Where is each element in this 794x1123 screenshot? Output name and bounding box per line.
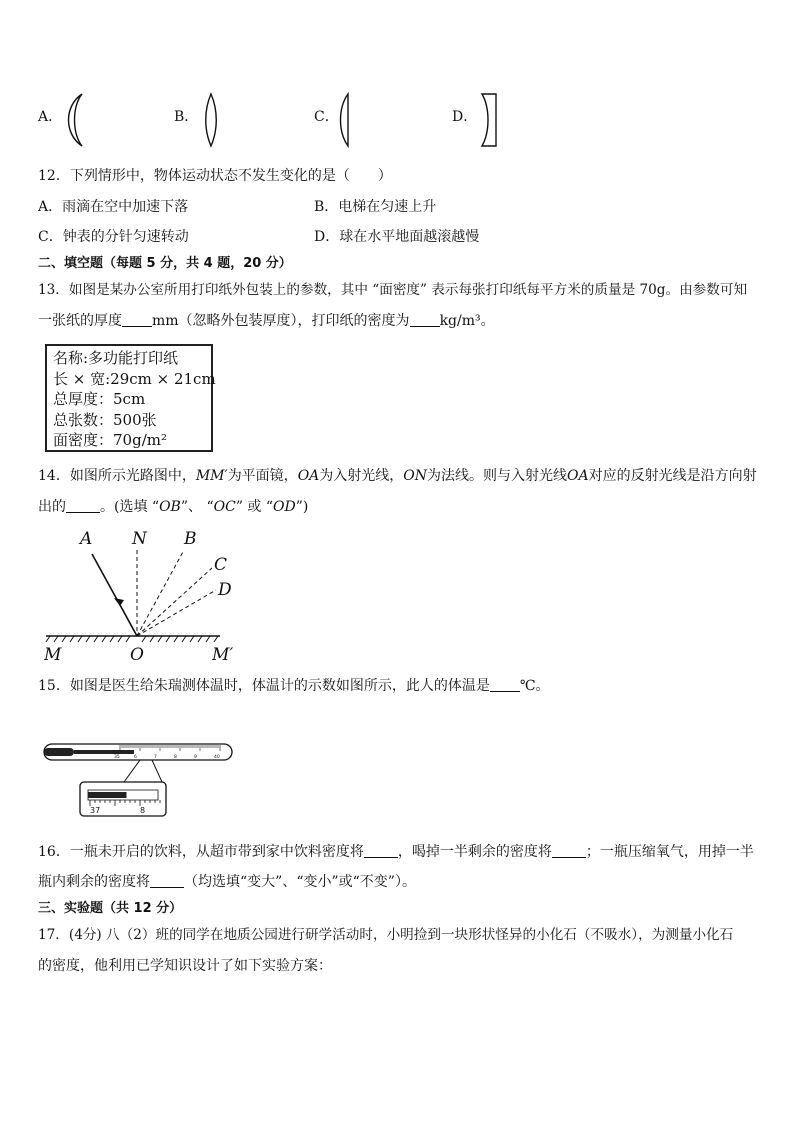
option-b-letter: B． xyxy=(174,109,199,125)
q16-text-e: （均选填“变大”、“变小”或“不变”）。 xyxy=(184,874,416,890)
drink-density-blank[interactable] xyxy=(364,843,398,858)
q12-option-c: C．钟表的分针匀速转动 xyxy=(38,229,189,245)
q14-text-h: ”) xyxy=(295,499,309,515)
section-3-title: 三、实验题（共 12 分） xyxy=(38,901,183,916)
q14-sep-2: ” 或 “ xyxy=(235,499,274,515)
magnified-label-37: 37 xyxy=(90,806,101,815)
thickness-blank[interactable] xyxy=(122,312,152,327)
q14-text-g: 。(选填 “ xyxy=(100,499,160,515)
q14-text-d: 为法线。则与入射光线 xyxy=(427,468,568,484)
q13-line-1: 13．如图是某办公室所用打印纸外包装上的参数，其中 “面密度” 表示每张打印纸每平方米的质量是 70g。由参数可知 xyxy=(38,282,748,298)
option-d xyxy=(452,107,477,127)
option-a xyxy=(38,107,62,127)
callout-line-right xyxy=(152,760,162,782)
thermometer-bulb xyxy=(44,748,74,756)
scale-label: 8 xyxy=(174,755,177,760)
q15-text-a: 15．如图是医生给朱瑞测体温时，体温计的示数如图所示，此人的体温是 xyxy=(38,678,490,694)
callout-line-left xyxy=(124,760,140,782)
ray-ob xyxy=(137,550,184,636)
q16-text-a: 16．一瓶未开启的饮料，从超市带到家中饮料密度将 xyxy=(38,844,364,860)
mirror-label: MM′ xyxy=(195,468,228,484)
incident-label-2: OA xyxy=(567,468,589,484)
paper-size: 长 × 宽:29cm × 21cm xyxy=(53,369,216,388)
q16-text-c: ；一瓶压缩氧气，用掉一半 xyxy=(585,844,754,860)
paper-thickness: 总厚度：5cm xyxy=(53,390,146,408)
section-2-title: 二、填空题（每题 5 分，共 4 题，20 分） xyxy=(38,256,292,271)
option-c-letter: C． xyxy=(314,109,339,125)
plano-convex-lens-icon xyxy=(334,92,356,148)
q16-line-1 xyxy=(38,842,754,862)
ray-oc xyxy=(137,568,212,636)
incident-ray xyxy=(92,554,137,636)
paper-name: 名称:多功能打印纸 xyxy=(53,349,179,367)
paper-count: 总张数：500张 xyxy=(53,410,157,429)
mirror-hatching xyxy=(46,636,218,642)
magnified-label-8: 8 xyxy=(140,806,146,815)
q16-text-d: 瓶内剩余的密度将 xyxy=(38,874,150,890)
q12-option-a: A．雨滴在空中加速下落 xyxy=(38,199,189,215)
label-o: O xyxy=(130,645,144,665)
q14-sep-1: ”、 “ xyxy=(180,499,214,515)
biconvex-lens-icon xyxy=(200,92,222,148)
label-d: D xyxy=(218,580,232,600)
scale-label: 40 xyxy=(214,755,220,760)
label-m-prime: M′ xyxy=(212,645,234,665)
q13-line-2 xyxy=(38,311,495,331)
concave-meniscus-lens-icon xyxy=(60,92,90,148)
q14-text-c: 为入射光线， xyxy=(319,468,404,484)
label-c: C xyxy=(214,555,228,575)
q17-line-1: 17．(4分) 八（2）班的同学在地质公园进行研学活动时，小明捡到一块形状怪异的小化石（不吸水），为测量小化石 xyxy=(38,927,734,943)
reflected-ray-blank[interactable] xyxy=(66,498,100,513)
q15-text-b: ℃。 xyxy=(519,678,550,694)
incident-label: OA xyxy=(297,468,320,484)
ray-od xyxy=(137,590,216,636)
scale-label: 6 xyxy=(134,755,137,760)
option-a-letter: A． xyxy=(38,109,63,125)
temperature-blank[interactable] xyxy=(490,677,520,692)
q17-line-2: 的密度，他利用已学知识设计了如下实验方案： xyxy=(38,958,332,974)
option-d-letter: D． xyxy=(452,109,478,125)
q14-text-f: 出的 xyxy=(38,499,66,515)
q16-text-b: ，喝掉一半剩余的密度将 xyxy=(397,844,552,860)
density-blank[interactable] xyxy=(410,312,440,327)
q14-text-e: 对应的反射光线是沿方向射 xyxy=(588,468,757,484)
scale-label: 7 xyxy=(154,755,157,760)
light-path-diagram xyxy=(38,524,258,666)
choice-oc: OC xyxy=(213,499,236,515)
label-m: M xyxy=(44,645,62,665)
q14-text-b: 为平面镜， xyxy=(227,468,298,484)
label-b: B xyxy=(184,529,197,549)
q14-line-2 xyxy=(38,497,308,517)
q12-option-b: B．电梯在匀速上升 xyxy=(314,199,437,215)
plano-concave-lens-icon xyxy=(478,92,502,148)
q15-text xyxy=(38,676,550,696)
paper-areal-density: 面密度：70g/m² xyxy=(53,431,167,449)
q13-text-b: mm（忽略外包装厚度），打印纸的密度为 xyxy=(152,313,410,329)
thermometer-figure xyxy=(40,736,240,822)
q14-text-a: 14．如图所示光路图中， xyxy=(38,468,196,484)
scale-label: 9 xyxy=(194,755,197,760)
half-drink-density-blank[interactable] xyxy=(552,843,586,858)
scale-label: 35 xyxy=(114,755,120,760)
q12-stem: 12．下列情形中，物体运动状态不发生变化的是（ ） xyxy=(38,168,392,184)
mercury-column xyxy=(74,750,134,754)
q13-text-c: kg/m³。 xyxy=(439,313,495,329)
label-n: N xyxy=(132,529,147,549)
choice-ob: OB xyxy=(159,499,181,515)
oxygen-density-blank[interactable] xyxy=(150,873,184,888)
normal-label: ON xyxy=(403,468,428,484)
magnified-mercury xyxy=(88,792,127,798)
option-b xyxy=(174,107,198,127)
q16-line-2 xyxy=(38,872,416,892)
choice-od: OD xyxy=(273,499,296,515)
label-a: A xyxy=(80,529,93,549)
paper-label-box xyxy=(45,344,216,452)
q13-text-a: 一张纸的厚度 xyxy=(38,313,122,329)
q12-option-d: D．球在水平地面越滚越慢 xyxy=(314,229,480,245)
q14-line-1 xyxy=(38,466,757,486)
